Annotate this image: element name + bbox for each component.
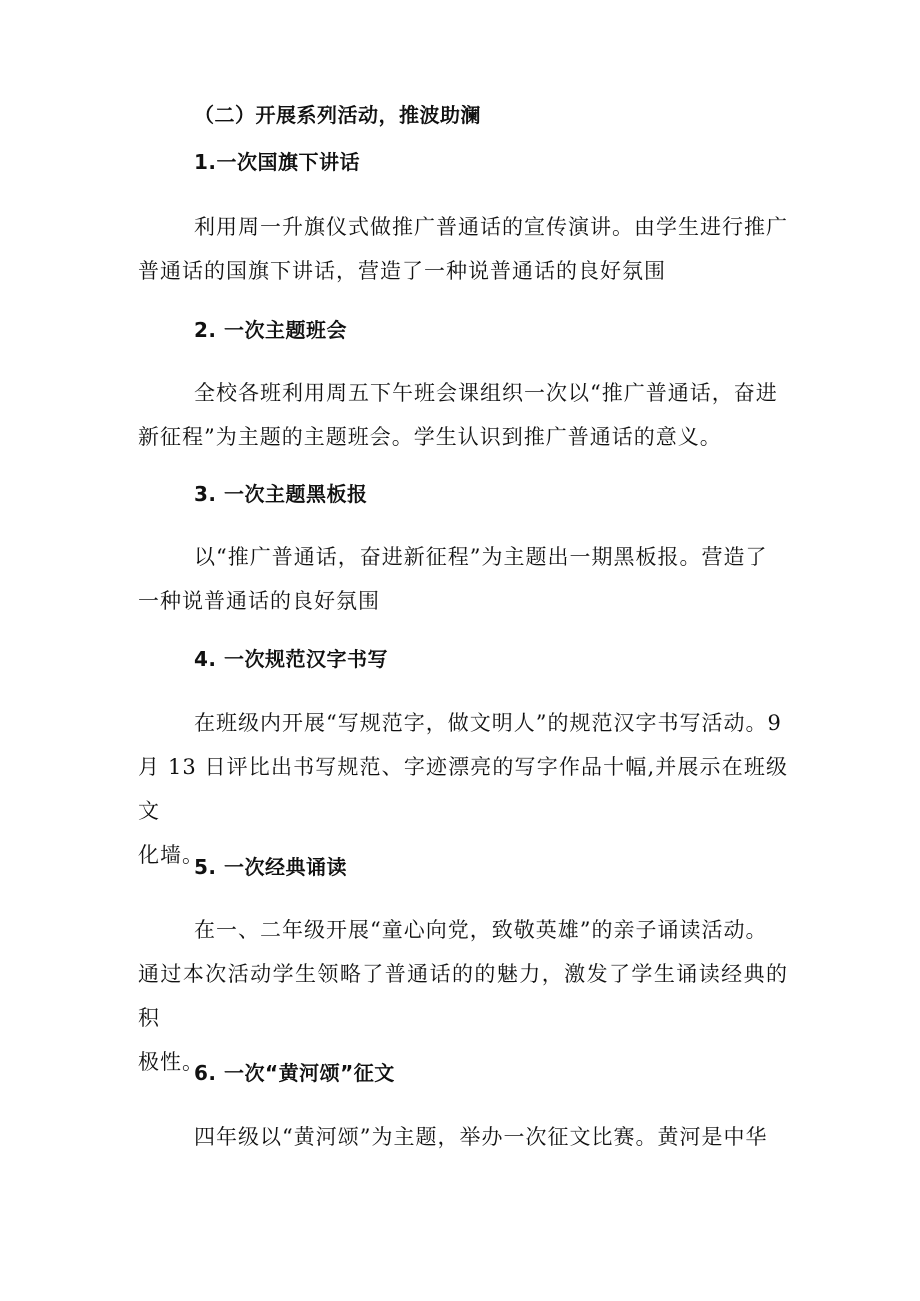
section-title: （二）开展系列活动，推波助澜	[194, 103, 481, 127]
item-heading-4: 4. 一次规范汉字书写	[194, 647, 388, 671]
item-heading-3: 3. 一次主题黑板报	[194, 482, 368, 506]
item-paragraph-2	[138, 371, 788, 459]
paragraph-line: 极性。	[138, 1050, 204, 1074]
item-paragraph-6	[138, 1115, 788, 1159]
paragraph-line: 以“推广普通话，奋进新征程”为主题出一期黑板报。营造了	[194, 545, 768, 569]
item-heading-6: 6. 一次“黄河颂”征文	[194, 1061, 395, 1085]
paragraph-line: 月 13 日评比出书写规范、字迹漂亮的写字作品十幅,并展示在班级文	[138, 755, 788, 823]
paragraph-line: 在一、二年级开展“童心向党，致敬英雄”的亲子诵读活动。	[194, 918, 768, 942]
paragraph-line: 利用周一升旗仪式做推广普通话的宣传演讲。由学生进行推广	[194, 215, 788, 239]
paragraph-line: 新征程”为主题的主题班会。学生认识到推广普通话的意义。	[138, 425, 722, 449]
paragraph-line: 一种说普通话的良好氛围	[138, 589, 380, 613]
item-heading-1: 1.一次国旗下讲话	[194, 150, 361, 174]
paragraph-line: 四年级以“黄河颂”为主题，举办一次征文比赛。黄河是中华	[194, 1125, 768, 1149]
item-paragraph-3	[138, 535, 788, 623]
item-paragraph-1	[138, 205, 788, 293]
paragraph-line: 普通话的国旗下讲话，营造了一种说普通话的良好氛围	[138, 259, 666, 283]
item-heading-2: 2. 一次主题班会	[194, 318, 347, 342]
paragraph-line: 化墙。	[138, 843, 204, 867]
item-heading-5: 5. 一次经典诵读	[194, 855, 347, 879]
paragraph-line: 在班级内开展“写规范字，做文明人”的规范汉字书写活动。9	[194, 711, 782, 735]
paragraph-line: 通过本次活动学生领略了普通话的的魅力，激发了学生诵读经典的积	[138, 962, 788, 1030]
paragraph-line: 全校各班利用周五下午班会课组织一次以“推广普通话，奋进	[194, 381, 778, 405]
